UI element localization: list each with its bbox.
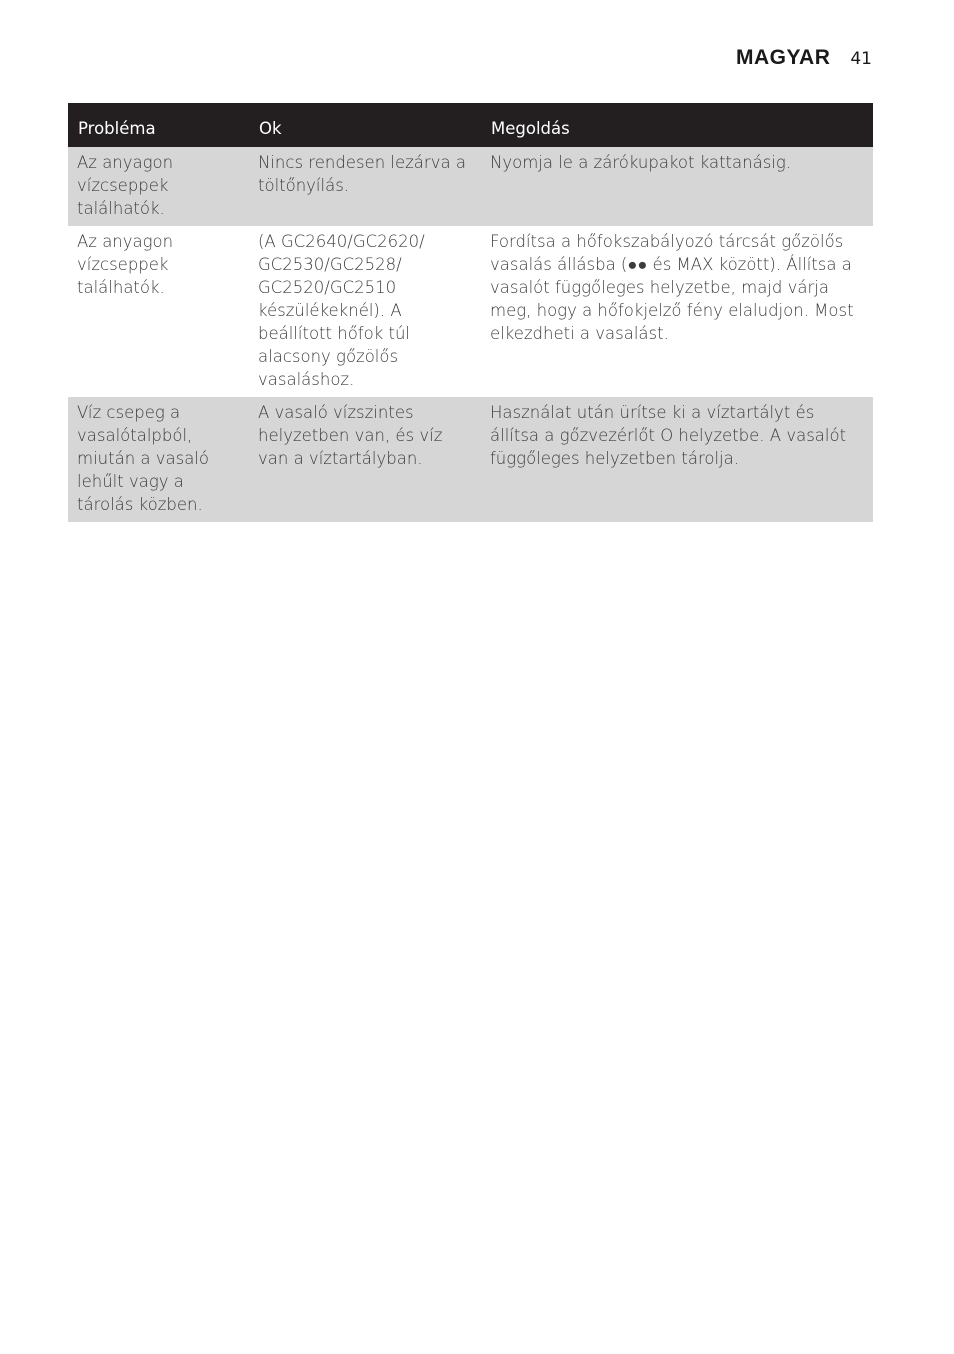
problem-cell: Az anyagon vízcseppek találhatók. (68, 147, 249, 226)
cause-cell: (A GC2640/GC2620/ GC2530/GC2528/ GC2520/GC2510 készülékeknél). A beállított hőfok túl alacsony gőzölős vasaláshoz. (249, 226, 481, 397)
page-number: 41 (850, 49, 872, 69)
cause-cell: A vasaló vízszintes helyzetben van, és víz van a víztartályban. (249, 397, 481, 522)
column-header-solution: Megoldás (481, 103, 873, 147)
header-row (68, 103, 873, 147)
problem-cell: Víz csepeg a vasalótalpból, miután a vasaló lehűlt vagy a tárolás közben. (68, 397, 249, 522)
page-header (736, 46, 872, 70)
solution-cell: Használat után ürítse ki a víztartályt és állítsa a gőzvezérlőt O helyzetbe. A vasalót függőleges helyzetben tárolja. (481, 397, 873, 522)
table-row (68, 147, 873, 226)
table-row (68, 397, 873, 522)
problem-cell: Az anyagon vízcseppek találhatók. (68, 226, 249, 397)
solution-cell: Fordítsa a hőfokszabályozó tárcsát gőzölős vasalás állásba (●● és MAX között). Állítsa a vasalót függőleges helyzetbe, majd várja meg, hogy a hőfokjelző fény elaludjon. Most elkezdheti a vasalást. (481, 226, 873, 397)
solution-cell: Nyomja le a zárókupakot kattanásig. (481, 147, 873, 226)
table-header (68, 103, 873, 147)
column-header-problem: Probléma (68, 103, 249, 147)
language-label: MAGYAR (735, 46, 831, 69)
column-header-cause: Ok (249, 103, 481, 147)
cause-cell: Nincs rendesen lezárva a töltőnyílás. (249, 147, 481, 226)
table-body (68, 147, 873, 522)
table-row (68, 226, 873, 397)
troubleshooting-table (68, 103, 873, 522)
